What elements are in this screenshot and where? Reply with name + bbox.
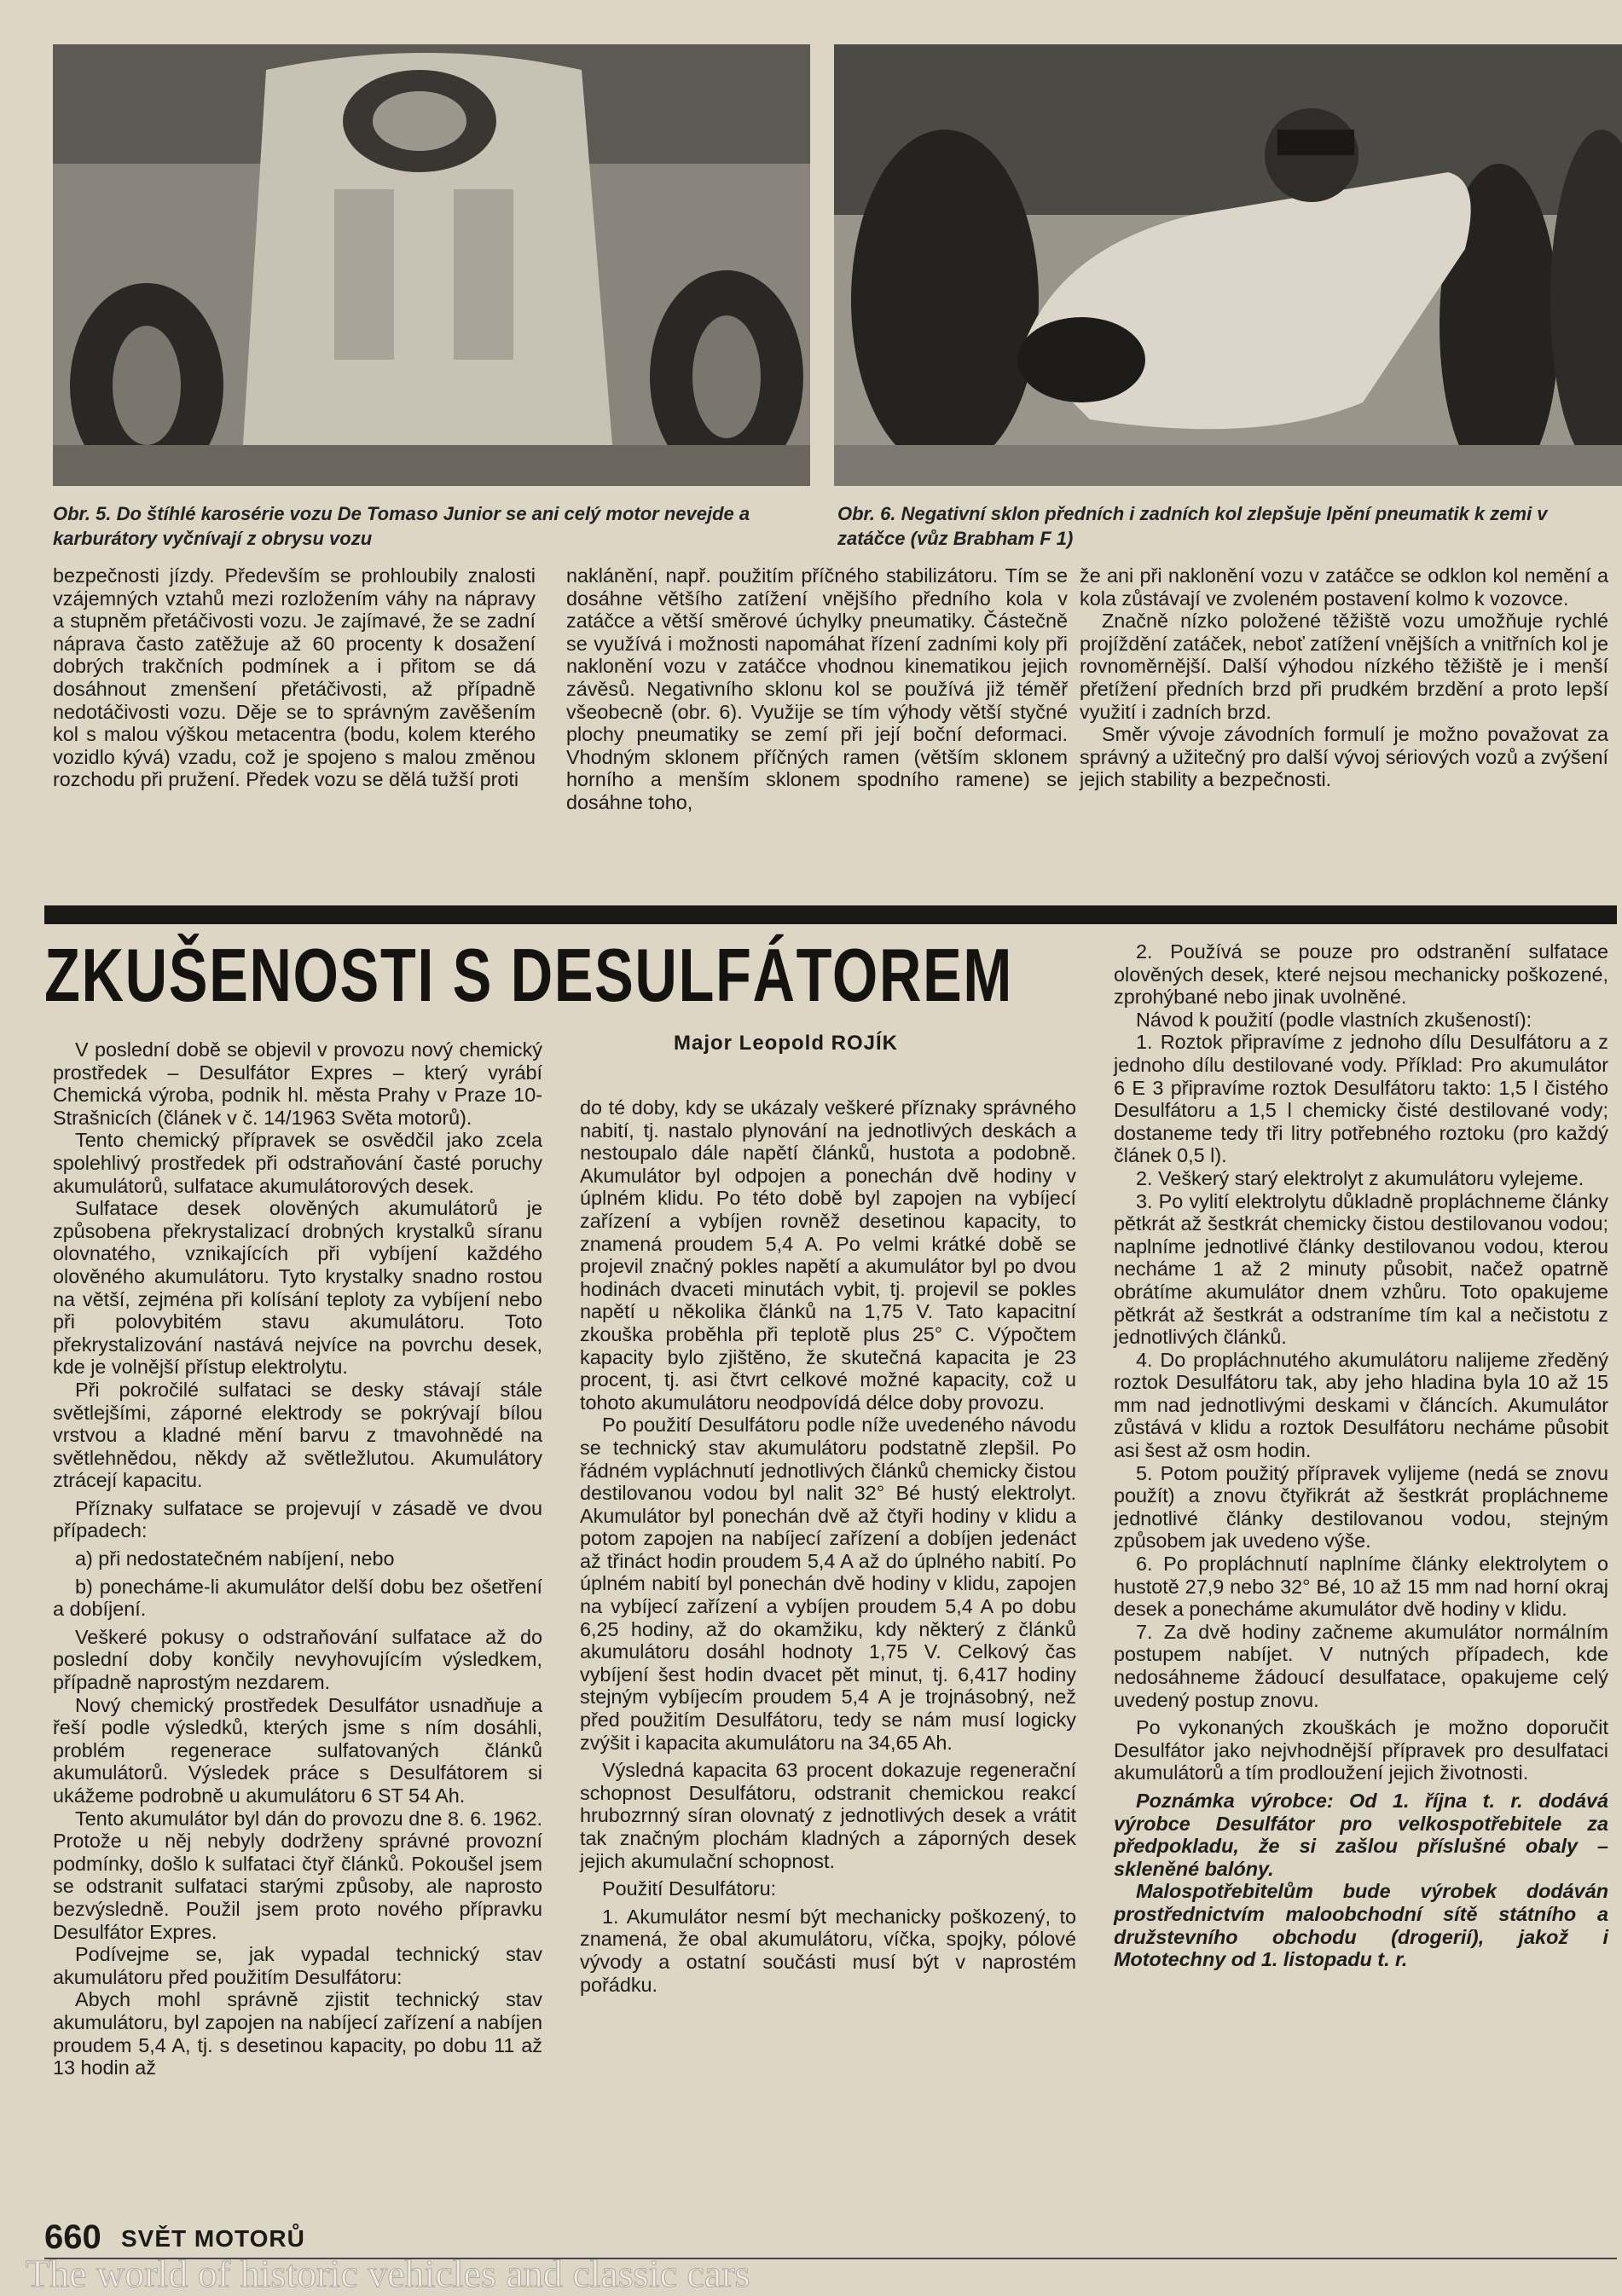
article-paragraph: Po použití Desulfátoru podle níže uvedeného návodu se technický stav akumulátoru podstatně zlepšil. Po řádném vypláchnutí jednotlivých článků chemicky čistou destilovanou vodou byl nalit 32° Bé hustý elektrolyt. Akumulátor byl ponechán dvě až čtyři hodiny v klidu a potom zapojen na nabíjecí zařízení a dobíjen jedenáct až třináct hodin proudem 5,4 A až do úplného nabití. Po úplném nabití byl ponechán dvě hodiny v klidu, zapojen na vybíjecí zařízení a vybíjen proudem 5,4 A po dobu 6,25 hodiny, až do okamžiku, kdy některý z článků akumulátoru dosáhl hodnoty 1,75 V. Celkový čas vybíjení šest hodin dvacet pět minut, tj. 6,417 hodiny stejným vybíjecím proudem 5,4 A je trojnásobný, než před použitím Desulfátoru, tedy se nám musí logicky zvýšit i kapacita akumulátoru na 34,65 Ah. — [580, 1414, 1076, 1754]
list-item: b) ponecháme-li akumulátor delší dobu bez ošetření a dobíjení. — [53, 1575, 542, 1621]
article-paragraph: Podívejme se, jak vypadal technický stav akumulátoru před použitím Desulfátoru: — [53, 1943, 542, 1988]
top-article-column-1 — [53, 564, 536, 791]
manufacturer-note: Malospotřebitelům bude výrobek dodáván prostřednictvím maloobchodní sítě státního a družstevního obchodu (drogerií), jakož i Mototechny od 1. listopadu t. r. — [1114, 1880, 1608, 1971]
caption-obr6: Obr. 6. Negativní sklon předních i zadních kol zlepšuje lpění pneumatik k zemi v zatáčce (vůz Brabham F 1) — [837, 503, 1548, 549]
top-article-paragraph: Směr vývoje závodních formulí je možno považovat za správný a užitečný pro další vývoj sériových vozů a zvýšení jejich stability a bezpečnosti. — [1080, 723, 1608, 791]
article-paragraph: Příznaky sulfatace se projevují v zásadě ve dvou případech: — [53, 1496, 542, 1542]
article-paragraph: Výsledná kapacita 63 procent dokazuje regenerační schopnost Desulfátoru, odstranit chemickou reakcí hrubozrnný síran olovnatý z jednotlivých desek a vrátit tak značným plochám kladných a záporných desek jejich akumulační schopnost. — [580, 1759, 1076, 1872]
page-number: 660 — [44, 2218, 101, 2256]
article-column-1 — [53, 1038, 542, 2079]
article-paragraph: Sulfatace desek olověných akumulátorů je způsobena překrystalizací drobných krystalků síranu olovnatého, vznikajících při vybíjení každého olověného akumulátoru. Tyto krystalky snadno rostou na větší, zejména při kolísání teploty za vybíjení nebo při polovybitém stavu akumulátoru. Toto překrystalizování nastává nejvíce na povrchu desek, kde je volnější přístup elektrolytu. — [53, 1197, 542, 1379]
article-headline: ZKUŠENOSTI S DESULFÁTOREM — [44, 933, 1014, 1017]
article-paragraph: 4. Do propláchnutého akumulátoru nalijeme zředěný roztok Desulfátoru tak, aby jeho hladina byla 10 až 15 mm nad jednotlivými deskami v článcích. Akumulátor zůstává v klidu a roztok Desulfátoru necháme působit asi šest až osm hodin. — [1114, 1348, 1608, 1462]
watermark-text: The world of historic vehicles and classic cars — [26, 2252, 750, 2295]
top-article-paragraph: Značně nízko položené těžiště vozu umožňuje rychlé projíždění zatáček, neboť zatížení vnějších a vnitřních kol je rovnoměrnější. Další výhodou nízkého těžiště je i menší přetížení předních brzd při prudkém brzdění a proto lepší využití i zadních brzd. — [1080, 610, 1608, 723]
article-paragraph: Tento akumulátor byl dán do provozu dne 8. 6. 1962. Protože u něj nebyly dodrženy správné provozní podmínky, došlo k sulfataci čtyř článků. Pokoušel jsem se odstranit sulfataci starými způsoby, ale naprosto bezvýsledně. Použil jsem proto nového přípravku Desulfátor Expres. — [53, 1807, 542, 1943]
article-paragraph: 7. Za dvě hodiny začneme akumulátor normálním postupem nabíjet. V nutných případech, kde nedosáhneme žádoucí desulfatace, opakujeme celý uvedený postup znovu. — [1114, 1620, 1608, 1711]
top-article-column-2 — [566, 564, 1068, 814]
article-paragraph: 2. Používá se pouze pro odstranění sulfatace olověných desek, které nejsou mechanicky poškozené, zprohýbané nebo jinak uvolněné. — [1114, 940, 1608, 1009]
article-subheading: Použití Desulfátoru: — [602, 1877, 777, 1900]
article-paragraph: V poslední době se objevil v provozu nový chemický prostředek – Desulfátor Expres – který vyrábí Chemická výroba, podnik hl. města Prahy v Praze 10-Strašnicích (článek v č. 14/1963 Světa motorů). — [53, 1038, 542, 1129]
list-item: a) při nedostatečném nabíjení, nebo — [75, 1547, 395, 1570]
article-column-3 — [1114, 940, 1608, 1971]
article-column-2 — [580, 1096, 1076, 1996]
photo-brabham-f1-image — [834, 44, 1622, 486]
article-paragraph: 1. Akumulátor nesmí být mechanicky poškozený, to znamená, že obal akumulátoru, víčka, spojky, pólové vývody a ostatní součásti musí být v naprostém pořádku. — [580, 1905, 1076, 1996]
top-article-text: bezpečnosti jízdy. Především se prohloubily znalosti vzájemných vztahů mezi rozložením váhy na nápravy a stupněm přetáčivosti vozu. Je zajímavé, že se zadní náprava často zatěžuje až 60 procenty k dosažení dobrých trakčních podmínek a i přitom se dá dosáhnout zmenšení přetáčivosti, až případně nedotáčivosti vozu. Děje se to správným zavěšením kol s malou výškou metacentra (bodu, kolem kterého vozidlo kývá) vzadu, což je spojeno s malou změnou rozchodu při pružení. Předek vozu se dělá tužší proti — [53, 564, 536, 791]
article-paragraph: Při pokročilé sulfataci se desky stávají stále světlejšími, záporné elektrody se pokrývají bílou vrstvou a kladné mění barvu z tmavohnědé na světlehnědou, někdy až světležlutou. Akumulátory ztrácejí kapacitu. — [53, 1378, 542, 1492]
manufacturer-note: Poznámka výrobce: Od 1. října t. r. dodává výrobce Desulfátor pro velkospotřebitele za předpokladu, že si zašlou příslušné obaly – skleněné balóny. — [1114, 1789, 1608, 1880]
article-paragraph: Tento chemický přípravek se osvědčil jako zcela spolehlivý prostředek při odstraňování časté poruchy akumulátorů, sulfatace akumulátorových desek. — [53, 1129, 542, 1197]
photo-de-tomaso-junior-image — [53, 44, 810, 486]
article-paragraph: 3. Po vylití elektrolytu důkladně propláchneme články pětkrát až šestkrát chemicky čistou destilovanou vodou; naplníme jednotlivé články destilovanou vodou, kterou necháme 1 až 2 minuty působit, načež opatrně obrátíme akumulátor dnem vzhůru. Toto opakujeme pětkrát až šestkrát a odstraníme tím kal a nečistotu z jednotlivých článků. — [1114, 1189, 1608, 1349]
article-paragraph: Nový chemický prostředek Desulfátor usnadňuje a řeší podle výsledků, kterých jsme s ním dosáhli, problém regenerace sulfatovaných článků akumulátorů. Výsledek práce s Desulfátorem si ukážeme podrobně u akumulátoru 6 ST 54 Ah. — [53, 1693, 542, 1807]
top-article-text: naklánění, např. použitím příčného stabilizátoru. Tím se dosáhne většího zatížení vnějšího předního kola v zatáčce a větší směrové úchylky pneumatiky. Částečně se využívá i možnosti napomáhat řízení zadními koly při naklonění vozu v zatáčce vhodnou kinematikou jejich závěsů. Negativního sklonu kol se používá již téměř všeobecně (obr. 6). Využije se tím výhody větší styčné plochy pneumatiky se zemí při její boční deformaci. Vhodným sklonem příčných ramen (větším sklonem horního a menším sklonem spodního ramene) se dosáhne toho, — [566, 564, 1068, 813]
photo-brabham-f1 — [834, 44, 1622, 486]
article-paragraph: 5. Potom použitý přípravek vylijeme (nedá se znovu použít) a znovu čtyřikrát až šestkrát propláchneme jednotlivé články destilovanou vodou, stejným způsobem jak uvedeno výše. — [1114, 1461, 1608, 1553]
top-article-paragraph: že ani při naklonění vozu v zatáčce se odklon kol nemění a kola zůstávají ve zvoleném postavení kolmo k vozovce. — [1080, 564, 1608, 610]
article-paragraph: Veškeré pokusy o odstraňování sulfatace až do poslední doby končily nevyhovujícím výsledkem, případně naprostým nezdarem. — [53, 1625, 542, 1694]
article-paragraph: Návod k použití (podle vlastních zkušeností): — [1136, 1008, 1532, 1031]
article-paragraph: 1. Roztok připravíme z jednoho dílu Desulfátoru a z jednoho dílu destilované vody. Příklad: Pro akumulátor 6 E 3 připravíme roztok Desulfátoru takto: 1,5 l čistého Desulfátoru a 1,5 l chemicky čisté destilované vody; dostaneme tedy tři litry potřebného roztoku (pro každý článek 0,5 l). — [1114, 1031, 1608, 1167]
article-paragraph: do té doby, kdy se ukázaly veškeré příznaky správného nabití, tj. nastalo plynování na jednotlivých deskách a nestoupalo dále napětí článků, hustota a podobně. Akumulátor byl odpojen a ponechán dvě hodiny v úplném klidu. Po této době byl zapojen na vybíjecí zařízení a vybíjen rovněž desetinou kapacity, to znamená proudem 5,4 A. Po velmi krátké době se projevil značný pokles napětí a akumulátor byl po dvou hodinách dvaceti minutách vybit, tj. projevil se pokles napětí u několika článků na 1,75 V. Tato kapacitní zkouška proběhla při teplotě plus 25° C. Výpočtem kapacity bylo zjištěno, že skutečná kapacita je 23 procent, tj. asi čtvrt celkové možné kapacity, což u tohoto akumulátoru neodpovídá délce doby provozu. — [580, 1096, 1076, 1414]
magazine-name: SVĚT MOTORŮ — [121, 2225, 305, 2252]
article-paragraph: Abych mohl správně zjistit technický stav akumulátoru, byl zapojen na nabíjecí zařízení a nabíjen proudem 5,4 A, tj. s desetinou kapacity, po dobu 11 až 13 hodin až — [53, 1988, 542, 2079]
photo-de-tomaso-junior — [53, 44, 810, 486]
section-divider — [44, 905, 1617, 924]
article-author: Major Leopold ROJÍK — [674, 1032, 899, 1055]
top-article-column-3 — [1080, 564, 1608, 791]
article-paragraph: 2. Veškerý starý elektrolyt z akumulátoru vylejeme. — [1136, 1166, 1584, 1189]
article-paragraph: Po vykonaných zkouškách je možno doporučit Desulfátor jako nejvhodnější přípravek pro desulfataci akumulátorů a tím prodloužení jejich životnosti. — [1114, 1716, 1608, 1784]
symptom-list — [53, 1547, 542, 1621]
article-paragraph: 6. Po propláchnutí naplníme články elektrolytem o hustotě 27,9 nebo 32° Bé, 10 až 15 mm nad horní okraj desek a ponecháme akumulátor dvě hodiny v klidu. — [1114, 1553, 1608, 1621]
caption-obr5: Obr. 5. Do štíhlé karosérie vozu De Tomaso Junior se ani celý motor nevejde a karburátory vyčnívají z obrysu vozu — [53, 503, 750, 549]
